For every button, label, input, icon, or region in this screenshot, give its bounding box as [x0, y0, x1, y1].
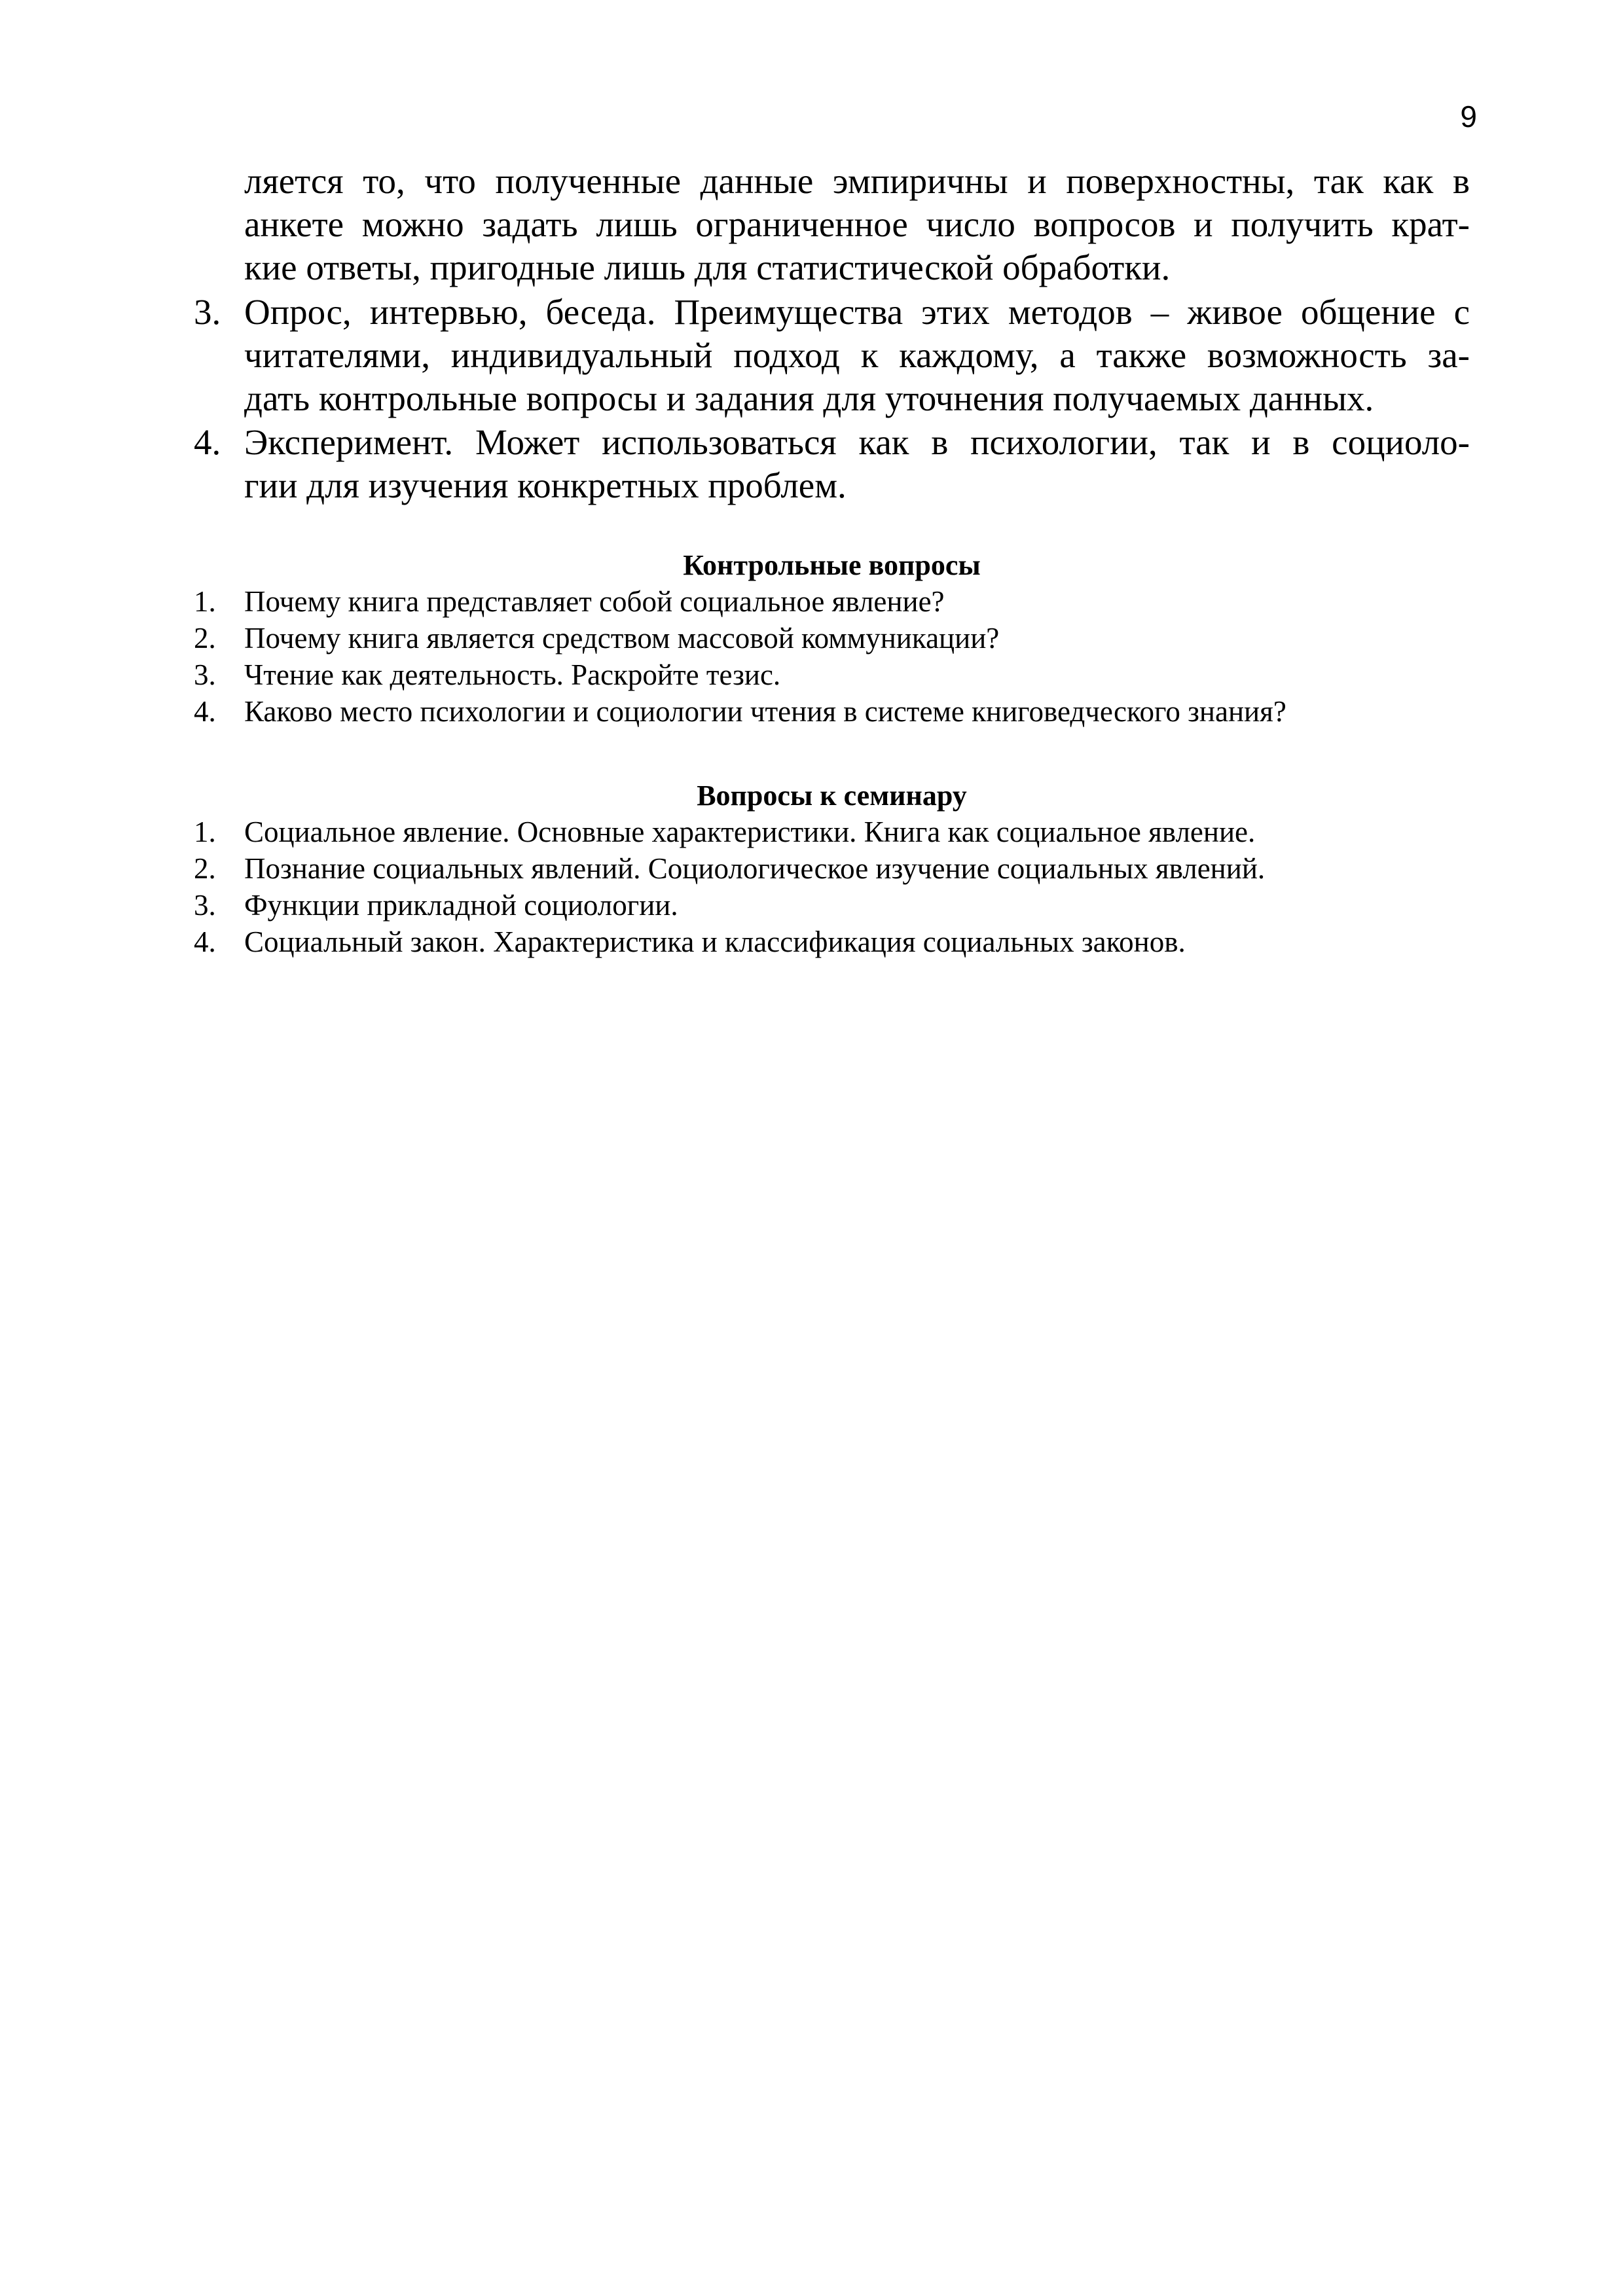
paragraph-line: Опрос, интервью, беседа. Преимущества этих методов – живое общение с	[244, 292, 1470, 332]
list-item	[194, 924, 1470, 960]
list-item-text: Каково место психологии и социологии чтения в системе книговедческого знания?	[244, 695, 1286, 728]
page-number: 9	[1460, 99, 1477, 134]
list-number: 2.	[194, 852, 216, 885]
list-item-text: Функции прикладной социологии.	[244, 889, 678, 922]
list-item-text: Социальное явление. Основные характеристики. Книга как социальное явление.	[244, 816, 1256, 848]
list-number: 4.	[194, 925, 216, 958]
list-item	[194, 850, 1470, 887]
list-number: 1.	[194, 816, 216, 848]
paragraph-line: читателями, индивидуальный подход к каждому, а также возможность за-	[244, 335, 1470, 375]
list-item	[194, 887, 1470, 924]
list-item	[194, 583, 1470, 620]
list-item	[194, 693, 1470, 730]
list-number: 3.	[194, 292, 221, 332]
list-item	[194, 620, 1470, 656]
list-item-text: Познание социальных явлений. Социологическое изучение социальных явлений.	[244, 852, 1266, 885]
paragraph-line: кие ответы, пригодные лишь для статистической обработки.	[244, 247, 1171, 287]
paragraph-line: анкете можно задать лишь ограниченное число вопросов и получить крат-	[244, 204, 1470, 244]
seminar-questions-heading: Вопросы к семинару	[697, 780, 967, 812]
list-item	[194, 656, 1470, 693]
list-item-text: Социальный закон. Характеристика и классификация социальных законов.	[244, 925, 1186, 958]
list-number: 3.	[194, 889, 216, 922]
paragraph-line: Эксперимент. Может использоваться как в психологии, так и в социоло-	[244, 422, 1470, 462]
seminar-questions-list	[194, 814, 1470, 960]
list-item-text: Почему книга является средством массовой коммуникации?	[244, 622, 1000, 655]
control-questions-list	[194, 583, 1470, 730]
control-questions-heading: Контрольные вопросы	[683, 549, 981, 581]
paragraph-line: ляется то, что полученные данные эмпиричны и поверхностны, так как в	[244, 161, 1470, 201]
list-item-text: Почему книга представляет собой социальное явление?	[244, 585, 945, 618]
list-number: 4.	[194, 695, 216, 728]
list-number: 2.	[194, 622, 216, 655]
list-item	[194, 814, 1470, 850]
paragraph-line: гии для изучения конкретных проблем.	[244, 465, 847, 505]
paragraph-line: дать контрольные вопросы и задания для уточнения получаемых данных.	[244, 378, 1374, 418]
list-number: 1.	[194, 585, 216, 618]
list-number: 3.	[194, 658, 216, 691]
list-number: 4.	[194, 422, 221, 462]
continuation-paragraph	[244, 160, 1470, 289]
list-item-text: Чтение как деятельность. Раскройте тезис.	[244, 658, 781, 691]
